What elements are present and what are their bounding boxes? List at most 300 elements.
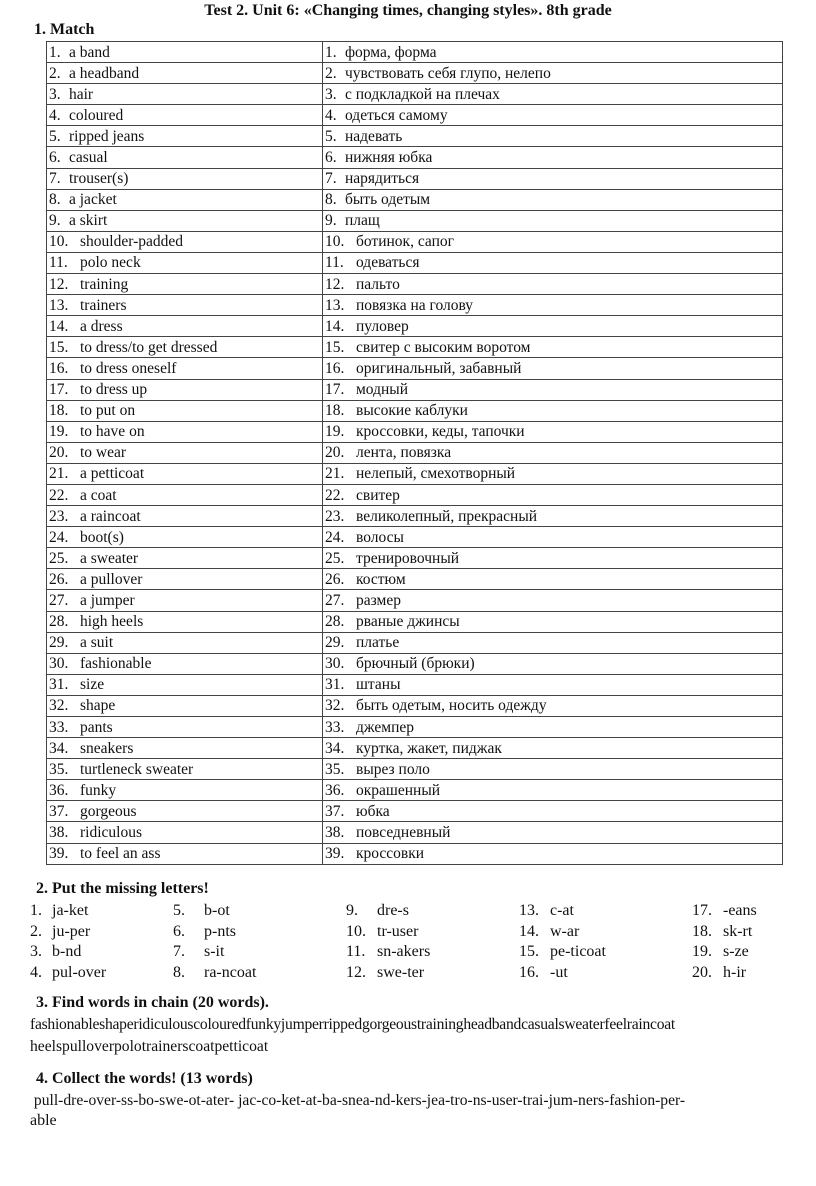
- item-number: 5.: [173, 902, 185, 919]
- left-cell: [47, 274, 323, 295]
- left-term: coloured: [69, 106, 124, 124]
- item-number: 11.: [49, 254, 68, 272]
- table-row: [47, 210, 783, 231]
- item-number: 15.: [519, 943, 539, 960]
- missing-letter-word: h-ir: [723, 963, 747, 981]
- item-number: 16.: [519, 963, 539, 981]
- right-term: модный: [356, 381, 409, 399]
- table-row: [47, 548, 783, 569]
- right-term: платье: [356, 634, 400, 652]
- left-term: to put on: [80, 402, 136, 420]
- left-term: pants: [80, 718, 113, 736]
- right-cell: [323, 611, 783, 632]
- right-term: штаны: [356, 676, 401, 694]
- collect-words-line2: able: [30, 1112, 57, 1129]
- left-cell: [47, 590, 323, 611]
- missing-letter-word: swe-ter: [377, 963, 425, 981]
- item-number: 28.: [325, 613, 345, 631]
- table-row: [47, 843, 783, 864]
- right-cell: [323, 759, 783, 780]
- left-cell: [47, 801, 323, 822]
- item-number: 3.: [325, 85, 337, 103]
- list-item: [30, 902, 173, 923]
- list-item: [519, 923, 692, 944]
- item-number: 7.: [49, 170, 61, 188]
- item-number: 11.: [325, 254, 344, 272]
- item-number: 35.: [325, 760, 345, 778]
- table-row: [47, 105, 783, 126]
- item-number: 39.: [49, 845, 69, 863]
- right-cell: [323, 358, 783, 379]
- item-number: 23.: [49, 507, 69, 525]
- item-number: 24.: [325, 528, 345, 546]
- right-term: пуловер: [356, 317, 409, 335]
- left-term: to feel an ass: [80, 845, 161, 863]
- item-number: 24.: [49, 528, 69, 546]
- left-cell: [47, 400, 323, 421]
- left-cell: [47, 738, 323, 759]
- item-number: 6.: [173, 922, 185, 940]
- item-number: 36.: [49, 781, 69, 799]
- item-number: 12.: [49, 275, 69, 293]
- right-cell: [323, 126, 783, 147]
- table-row: [47, 358, 783, 379]
- right-term: куртка, жакет, пиджак: [356, 739, 502, 757]
- right-term: великолепный, прекрасный: [356, 507, 538, 525]
- right-cell: [323, 63, 783, 84]
- list-item: [692, 902, 810, 923]
- item-number: 37.: [49, 802, 69, 820]
- missing-letter-word: ja-ket: [52, 902, 89, 919]
- item-number: 19.: [49, 423, 69, 441]
- item-number: 18.: [325, 402, 345, 420]
- section3-heading: 3. Find words in chain (20 words).: [36, 994, 269, 1011]
- item-number: 31.: [325, 676, 345, 694]
- item-number: 3.: [49, 85, 61, 103]
- list-item: [346, 902, 519, 923]
- item-number: 20.: [325, 444, 345, 462]
- item-number: 33.: [325, 718, 345, 736]
- item-number: 17.: [692, 902, 712, 919]
- right-cell: [323, 252, 783, 273]
- list-item: [519, 964, 692, 985]
- list-item: [173, 943, 346, 964]
- item-number: 2.: [30, 922, 42, 940]
- item-number: 18.: [49, 402, 69, 420]
- item-number: 29.: [49, 634, 69, 652]
- right-term: волосы: [356, 528, 404, 546]
- missing-letter-word: sn-akers: [377, 943, 431, 960]
- right-term: нарядиться: [345, 170, 420, 188]
- right-term: ботинок, сапог: [356, 233, 454, 251]
- right-cell: [323, 337, 783, 358]
- right-cell: [323, 84, 783, 105]
- left-term: a headband: [69, 64, 140, 82]
- item-number: 32.: [49, 697, 69, 715]
- left-cell: [47, 780, 323, 801]
- table-row: [47, 295, 783, 316]
- table-row: [47, 463, 783, 484]
- right-term: кроссовки, кеды, тапочки: [356, 423, 525, 441]
- left-cell: [47, 843, 323, 864]
- right-cell: [323, 717, 783, 738]
- right-cell: [323, 843, 783, 864]
- right-cell: [323, 695, 783, 716]
- item-number: 9.: [346, 902, 358, 919]
- section1-heading: 1. Match: [34, 21, 95, 38]
- list-item: [346, 964, 519, 985]
- left-cell: [47, 316, 323, 337]
- item-number: 15.: [49, 338, 69, 356]
- table-row: [47, 421, 783, 442]
- item-number: 5.: [325, 127, 337, 145]
- item-number: 30.: [325, 655, 345, 673]
- item-number: 4.: [49, 106, 61, 124]
- item-number: 29.: [325, 634, 345, 652]
- left-term: to dress oneself: [80, 359, 177, 377]
- left-cell: [47, 653, 323, 674]
- item-number: 3.: [30, 943, 42, 960]
- item-number: 4.: [325, 106, 337, 124]
- right-term: тренировочный: [356, 549, 460, 567]
- left-cell: [47, 695, 323, 716]
- item-number: 13.: [325, 296, 345, 314]
- item-number: 34.: [49, 739, 69, 757]
- right-term: плащ: [345, 212, 380, 230]
- right-term: кроссовки: [356, 845, 425, 863]
- missing-letter-word: dre-s: [377, 902, 409, 919]
- right-cell: [323, 590, 783, 611]
- left-cell: [47, 569, 323, 590]
- item-number: 14.: [325, 317, 345, 335]
- right-cell: [323, 379, 783, 400]
- list-item: [346, 943, 519, 964]
- left-cell: [47, 210, 323, 231]
- missing-letter-word: b-ot: [204, 902, 230, 919]
- right-term: повседневный: [356, 824, 451, 842]
- left-cell: [47, 295, 323, 316]
- table-row: [47, 379, 783, 400]
- table-row: [47, 653, 783, 674]
- right-term: с подкладкой на плечах: [345, 85, 500, 103]
- table-row: [47, 189, 783, 210]
- left-cell: [47, 231, 323, 252]
- missing-letter-word: s-ze: [723, 943, 749, 960]
- missing-letters-grid: [30, 902, 810, 984]
- right-cell: [323, 463, 783, 484]
- item-number: 11.: [346, 943, 366, 960]
- left-term: turtleneck sweater: [80, 760, 194, 778]
- right-cell: [323, 147, 783, 168]
- right-cell: [323, 295, 783, 316]
- right-cell: [323, 210, 783, 231]
- item-number: 2.: [325, 64, 337, 82]
- missing-letter-word: -ut: [550, 963, 568, 981]
- left-cell: [47, 42, 323, 63]
- item-number: 25.: [49, 549, 69, 567]
- left-cell: [47, 611, 323, 632]
- right-term: костюм: [356, 570, 406, 588]
- right-cell: [323, 231, 783, 252]
- left-cell: [47, 527, 323, 548]
- missing-letter-word: sk-rt: [723, 922, 753, 940]
- right-term: рваные джинсы: [356, 613, 460, 631]
- item-number: 34.: [325, 739, 345, 757]
- left-cell: [47, 379, 323, 400]
- left-cell: [47, 63, 323, 84]
- missing-letter-word: b-nd: [52, 943, 82, 960]
- collect-words-line1: pull-dre-over-ss-bo-swe-ot-ater- jac-co-ket-at-ba-snea-nd-kers-jea-tro-ns-user-trai-jum-ners-fashion-per-: [30, 1092, 686, 1109]
- item-number: 27.: [49, 591, 69, 609]
- right-term: лента, повязка: [356, 444, 452, 462]
- table-row: [47, 484, 783, 505]
- left-term: a suit: [80, 634, 114, 652]
- table-row: [47, 590, 783, 611]
- left-term: boot(s): [80, 528, 124, 546]
- right-cell: [323, 506, 783, 527]
- right-cell: [323, 569, 783, 590]
- right-cell: [323, 421, 783, 442]
- item-number: 17.: [49, 381, 69, 399]
- right-term: высокие каблуки: [356, 402, 468, 420]
- table-row: [47, 674, 783, 695]
- list-item: [173, 902, 346, 923]
- item-number: 33.: [49, 718, 69, 736]
- word-chain-line2: heelspulloverpolotrainerscoatpetticoat: [30, 1038, 269, 1055]
- list-item: [30, 923, 173, 944]
- left-term: a raincoat: [80, 507, 141, 525]
- left-term: trouser(s): [69, 170, 129, 188]
- left-cell: [47, 252, 323, 273]
- left-cell: [47, 822, 323, 843]
- item-number: 7.: [173, 943, 185, 960]
- left-cell: [47, 759, 323, 780]
- list-item: [519, 943, 692, 964]
- right-cell: [323, 316, 783, 337]
- right-cell: [323, 442, 783, 463]
- missing-letter-word: s-it: [204, 943, 225, 960]
- right-term: пальто: [356, 275, 400, 293]
- item-number: 8.: [173, 963, 185, 981]
- left-cell: [47, 126, 323, 147]
- item-number: 25.: [325, 549, 345, 567]
- item-number: 10.: [49, 233, 69, 251]
- item-number: 2.: [49, 64, 61, 82]
- item-number: 26.: [325, 570, 345, 588]
- item-number: 13.: [519, 902, 539, 919]
- item-number: 30.: [49, 655, 69, 673]
- word-chain-line1: fashionableshaperidiculouscolouredfunkyjumperrippedgorgeoustrainingheadbandcasualsweaterfeelraincoat: [30, 1016, 675, 1033]
- item-number: 5.: [49, 127, 61, 145]
- item-number: 18.: [692, 922, 712, 940]
- item-number: 15.: [325, 338, 345, 356]
- left-term: shape: [80, 697, 116, 715]
- item-number: 26.: [49, 570, 69, 588]
- right-term: джемпер: [356, 718, 415, 736]
- right-term: вырез поло: [356, 760, 430, 778]
- item-number: 1.: [30, 902, 42, 919]
- left-term: size: [80, 676, 105, 694]
- table-row: [47, 569, 783, 590]
- item-number: 22.: [49, 486, 69, 504]
- left-cell: [47, 168, 323, 189]
- missing-letter-word: p-nts: [204, 922, 236, 940]
- right-cell: [323, 105, 783, 126]
- item-number: 10.: [325, 233, 345, 251]
- item-number: 12.: [346, 963, 366, 981]
- table-row: [47, 337, 783, 358]
- left-term: a sweater: [80, 549, 139, 567]
- right-cell: [323, 780, 783, 801]
- right-cell: [323, 400, 783, 421]
- right-cell: [323, 822, 783, 843]
- missing-letter-word: c-at: [550, 902, 574, 919]
- right-cell: [323, 527, 783, 548]
- table-row: [47, 506, 783, 527]
- table-row: [47, 759, 783, 780]
- right-term: быть одетым, носить одежду: [356, 697, 547, 715]
- right-cell: [323, 801, 783, 822]
- table-row: [47, 717, 783, 738]
- page-title: Test 2. Unit 6: «Changing times, changing styles». 8th grade: [204, 2, 612, 19]
- left-term: a petticoat: [80, 465, 145, 483]
- left-cell: [47, 337, 323, 358]
- right-term: форма, форма: [345, 43, 437, 61]
- item-number: 4.: [30, 963, 42, 981]
- left-term: a dress: [80, 317, 123, 335]
- item-number: 38.: [49, 824, 69, 842]
- item-number: 27.: [325, 591, 345, 609]
- table-row: [47, 168, 783, 189]
- left-cell: [47, 632, 323, 653]
- item-number: 21.: [49, 465, 69, 483]
- item-number: 8.: [325, 191, 337, 209]
- right-cell: [323, 42, 783, 63]
- item-number: 13.: [49, 296, 69, 314]
- table-row: [47, 632, 783, 653]
- missing-letter-word: -eans: [723, 902, 757, 919]
- item-number: 20.: [49, 444, 69, 462]
- left-term: hair: [69, 85, 94, 103]
- left-cell: [47, 484, 323, 505]
- right-cell: [323, 274, 783, 295]
- item-number: 19.: [325, 423, 345, 441]
- table-row: [47, 274, 783, 295]
- item-number: 22.: [325, 486, 345, 504]
- table-row: [47, 695, 783, 716]
- match-table: [46, 41, 783, 865]
- item-number: 19.: [692, 943, 712, 960]
- right-cell: [323, 632, 783, 653]
- left-cell: [47, 717, 323, 738]
- missing-letter-word: pul-over: [52, 963, 107, 981]
- item-number: 1.: [49, 43, 61, 61]
- left-cell: [47, 84, 323, 105]
- table-row: [47, 42, 783, 63]
- table-row: [47, 738, 783, 759]
- list-item: [30, 943, 173, 964]
- item-number: 8.: [49, 191, 61, 209]
- missing-letter-word: w-ar: [550, 922, 580, 940]
- table-row: [47, 316, 783, 337]
- list-item: [692, 943, 810, 964]
- item-number: 28.: [49, 613, 69, 631]
- right-cell: [323, 653, 783, 674]
- table-row: [47, 63, 783, 84]
- left-term: a skirt: [69, 212, 108, 230]
- left-cell: [47, 463, 323, 484]
- table-row: [47, 822, 783, 843]
- item-number: 39.: [325, 845, 345, 863]
- right-cell: [323, 548, 783, 569]
- list-item: [173, 964, 346, 985]
- left-term: polo neck: [80, 254, 141, 272]
- left-term: a pullover: [80, 570, 143, 588]
- item-number: 32.: [325, 697, 345, 715]
- section2-heading: 2. Put the missing letters!: [36, 880, 209, 897]
- item-number: 14.: [49, 317, 69, 335]
- table-row: [47, 527, 783, 548]
- item-number: 9.: [49, 212, 61, 230]
- right-term: нижняя юбка: [345, 149, 433, 167]
- left-term: fashionable: [80, 655, 152, 673]
- table-row: [47, 801, 783, 822]
- left-term: to wear: [80, 444, 127, 462]
- left-cell: [47, 506, 323, 527]
- left-term: a jumper: [80, 591, 135, 609]
- left-term: a coat: [80, 486, 117, 504]
- left-term: to have on: [80, 423, 145, 441]
- list-item: [692, 964, 810, 985]
- left-term: ripped jeans: [69, 127, 145, 145]
- item-number: 1.: [325, 43, 337, 61]
- item-number: 10.: [346, 922, 366, 940]
- table-row: [47, 126, 783, 147]
- missing-letter-word: ra-ncoat: [204, 963, 257, 981]
- right-term: одеться самому: [345, 106, 448, 124]
- item-number: 12.: [325, 275, 345, 293]
- missing-letter-word: ju-per: [52, 922, 91, 940]
- left-term: ridiculous: [80, 824, 142, 842]
- left-cell: [47, 421, 323, 442]
- table-row: [47, 611, 783, 632]
- right-term: свитер с высоким воротом: [356, 338, 531, 356]
- item-number: 6.: [325, 149, 337, 167]
- left-term: funky: [80, 781, 117, 799]
- left-cell: [47, 358, 323, 379]
- item-number: 36.: [325, 781, 345, 799]
- list-item: [519, 902, 692, 923]
- right-term: свитер: [356, 486, 400, 504]
- list-item: [173, 923, 346, 944]
- right-term: чувствовать себя глупо, нелепо: [345, 64, 551, 82]
- table-row: [47, 231, 783, 252]
- item-number: 14.: [519, 922, 539, 940]
- item-number: 17.: [325, 381, 345, 399]
- item-number: 6.: [49, 149, 61, 167]
- right-term: нелепый, смехотворный: [356, 465, 516, 483]
- table-row: [47, 84, 783, 105]
- item-number: 21.: [325, 465, 345, 483]
- item-number: 20.: [692, 963, 712, 981]
- right-cell: [323, 738, 783, 759]
- missing-letter-word: pe-ticoat: [550, 943, 606, 960]
- right-term: окрашенный: [356, 781, 441, 799]
- left-term: trainers: [80, 296, 127, 314]
- left-cell: [47, 548, 323, 569]
- item-number: 31.: [49, 676, 69, 694]
- left-term: casual: [69, 149, 108, 167]
